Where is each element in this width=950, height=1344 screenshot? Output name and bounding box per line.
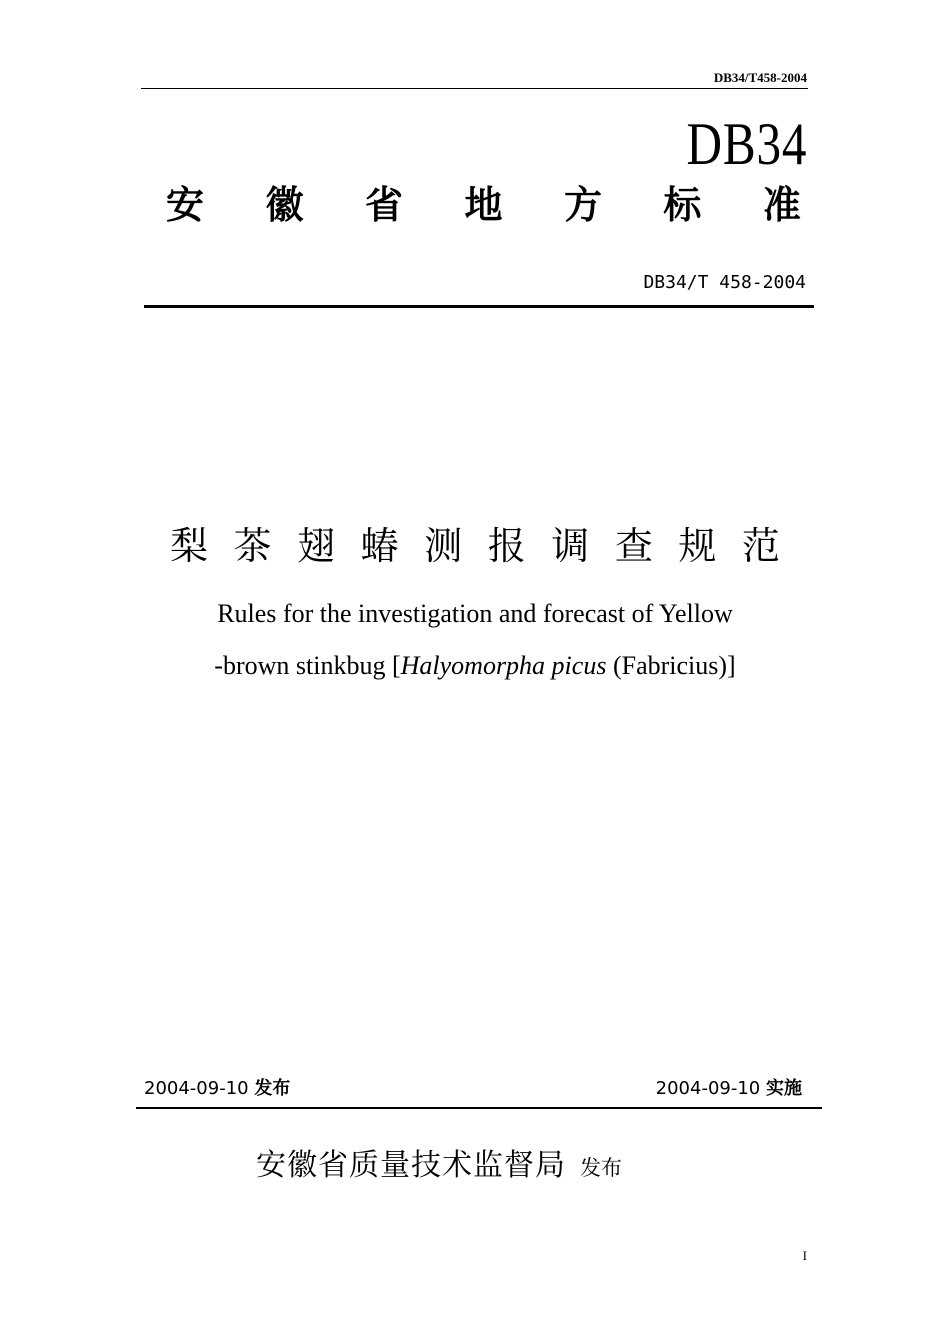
publish-label: 发布 bbox=[254, 1078, 291, 1099]
standard-title-char: 省 bbox=[364, 183, 403, 227]
standard-title-char: 准 bbox=[762, 183, 801, 227]
cn-title-char: 规 bbox=[678, 524, 717, 568]
implement-label: 实施 bbox=[766, 1078, 802, 1099]
standard-title-char: 标 bbox=[663, 183, 702, 227]
issuer-org: 安徽省质量技术监督局 bbox=[256, 1148, 566, 1183]
cn-title-char: 调 bbox=[551, 524, 590, 568]
cn-title-char: 报 bbox=[487, 524, 526, 568]
english-title-prefix: -brown stinkbug [ bbox=[214, 651, 401, 680]
header-standard-code: DB34/T458-2004 bbox=[713, 70, 807, 85]
cn-title-char: 翅 bbox=[297, 524, 336, 568]
standard-title-char: 安 bbox=[166, 183, 205, 227]
date-divider bbox=[136, 1107, 822, 1109]
cn-title-char: 蝽 bbox=[360, 524, 399, 568]
standard-title-char: 徽 bbox=[265, 183, 304, 227]
english-title-suffix: (Fabricius)] bbox=[606, 651, 736, 680]
english-title bbox=[100, 588, 850, 692]
cn-title-char: 范 bbox=[741, 524, 780, 568]
cn-title-char: 茶 bbox=[233, 524, 272, 568]
header-divider bbox=[141, 88, 808, 89]
title-divider bbox=[144, 305, 814, 308]
cn-title-char: 查 bbox=[614, 524, 653, 568]
standard-title-char: 地 bbox=[464, 183, 503, 227]
implement-date bbox=[656, 1074, 802, 1100]
issuing-authority bbox=[256, 1140, 622, 1184]
english-title-line-1: Rules for the investigation and forecast of Yellow bbox=[217, 599, 733, 628]
implement-date-value: 2004-09-10 bbox=[655, 1078, 761, 1099]
cn-title-char: 梨 bbox=[170, 524, 209, 568]
standard-category-title bbox=[166, 184, 801, 226]
cn-title-char: 测 bbox=[424, 524, 463, 568]
chinese-title bbox=[170, 524, 780, 568]
publish-date bbox=[144, 1074, 290, 1100]
db-mark: DB34 bbox=[686, 111, 807, 177]
english-title-line-2 bbox=[100, 640, 850, 692]
standard-title-char: 方 bbox=[563, 183, 602, 227]
publish-date-value: 2004-09-10 bbox=[144, 1078, 249, 1099]
standard-number: DB34/T 458-2004 bbox=[643, 272, 806, 293]
page-number: I bbox=[802, 1248, 807, 1263]
issuer-suffix: 发布 bbox=[580, 1156, 622, 1180]
species-name: Halyomorpha picus bbox=[400, 651, 607, 680]
